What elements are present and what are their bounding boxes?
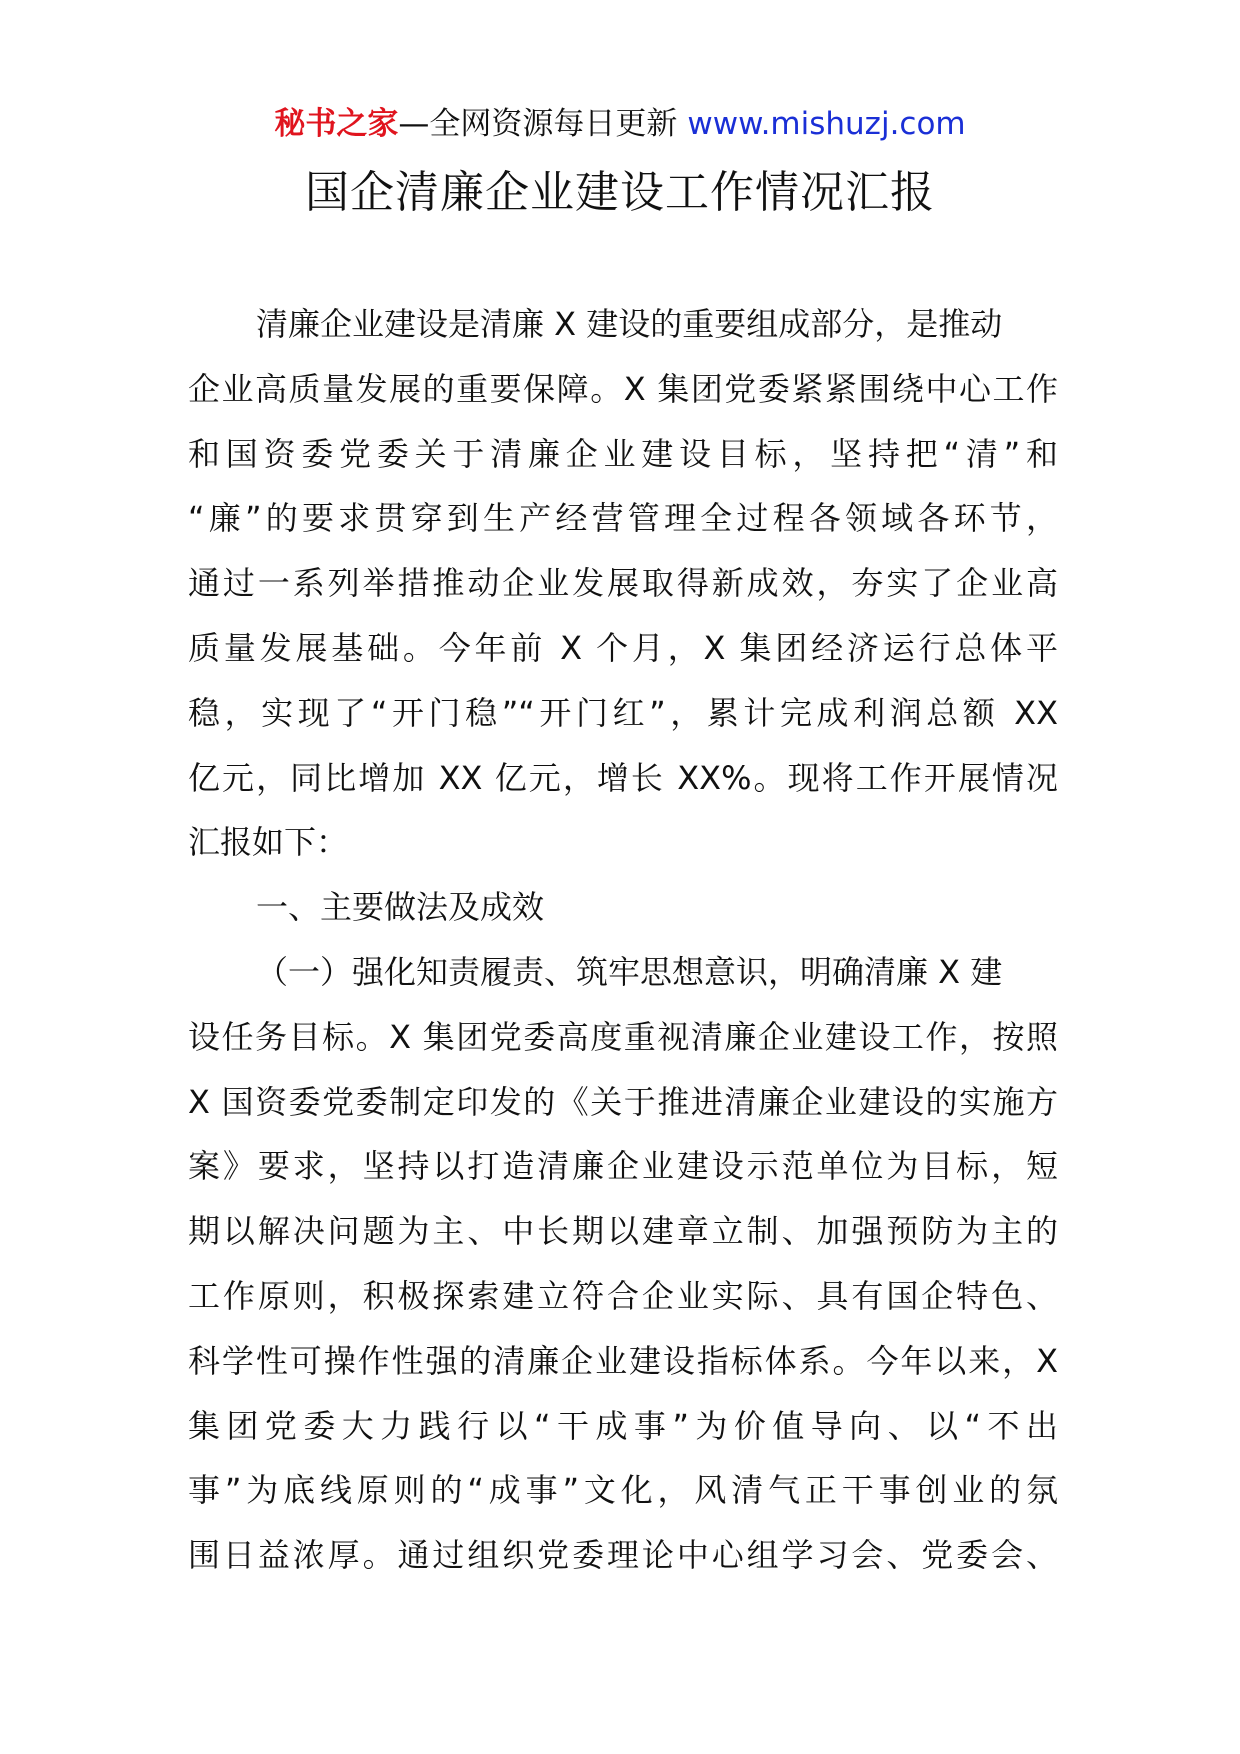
site-brand: 秘书之家 [274, 106, 399, 142]
body-line: 集团党委大力践行以“干成事”为价值导向、以“不出 [188, 1406, 1058, 1445]
body-line: X 国资委党委制定印发的《关于推进清廉企业建设的实施方 [188, 1082, 1058, 1121]
body-line: 清廉企业建设是清廉 X 建设的重要组成部分，是推动 [256, 305, 1003, 343]
site-header [0, 102, 1240, 146]
body-line: 汇报如下： [188, 823, 349, 862]
body-line: 围日益浓厚。通过组织党委理论中心组学习会、党委会、 [188, 1536, 1058, 1575]
body-line: “廉”的要求贯穿到生产经营管理全过程各领域各环节， [188, 499, 1058, 538]
body-line: 亿元，同比增加 XX 亿元，增长 XX%。现将工作开展情况 [188, 758, 1058, 797]
subsection-heading: （一）强化知责履责、筑牢思想意识，明确清廉 X 建 [256, 952, 1003, 991]
document-body [188, 292, 1058, 1588]
site-url-link[interactable]: www.mishuzj.com [687, 106, 966, 142]
body-line: 科学性可操作性强的清廉企业建设指标体系。今年以来，X [188, 1341, 1058, 1380]
body-line: 和国资委党委关于清廉企业建设目标，坚持把“清”和 [188, 434, 1058, 473]
body-line: 事”为底线原则的“成事”文化，风清气正干事创业的氛 [188, 1471, 1058, 1510]
body-line: 案》要求，坚持以打造清廉企业建设示范单位为目标，短 [188, 1147, 1058, 1186]
body-line: 设任务目标。X 集团党委高度重视清廉企业建设工作，按照 [188, 1017, 1058, 1056]
document-title: 国企清廉企业建设工作情况汇报 [305, 167, 935, 218]
section-heading: 一、主要做法及成效 [256, 888, 545, 927]
body-line: 工作原则，积极探索建立符合企业实际、具有国企特色、 [188, 1276, 1058, 1315]
body-line: 企业高质量发展的重要保障。X 集团党委紧紧围绕中心工作 [188, 369, 1058, 408]
body-line: 质量发展基础。今年前 X 个月，X 集团经济运行总体平 [188, 628, 1058, 667]
body-line: 期以解决问题为主、中长期以建章立制、加强预防为主的 [188, 1212, 1058, 1251]
body-line: 通过一系列举措推动企业发展取得新成效，夯实了企业高 [188, 564, 1058, 603]
site-tagline: —全网资源每日更新 [398, 106, 678, 142]
body-line: 稳，实现了“开门稳”“开门红”，累计完成利润总额 XX [188, 693, 1058, 732]
